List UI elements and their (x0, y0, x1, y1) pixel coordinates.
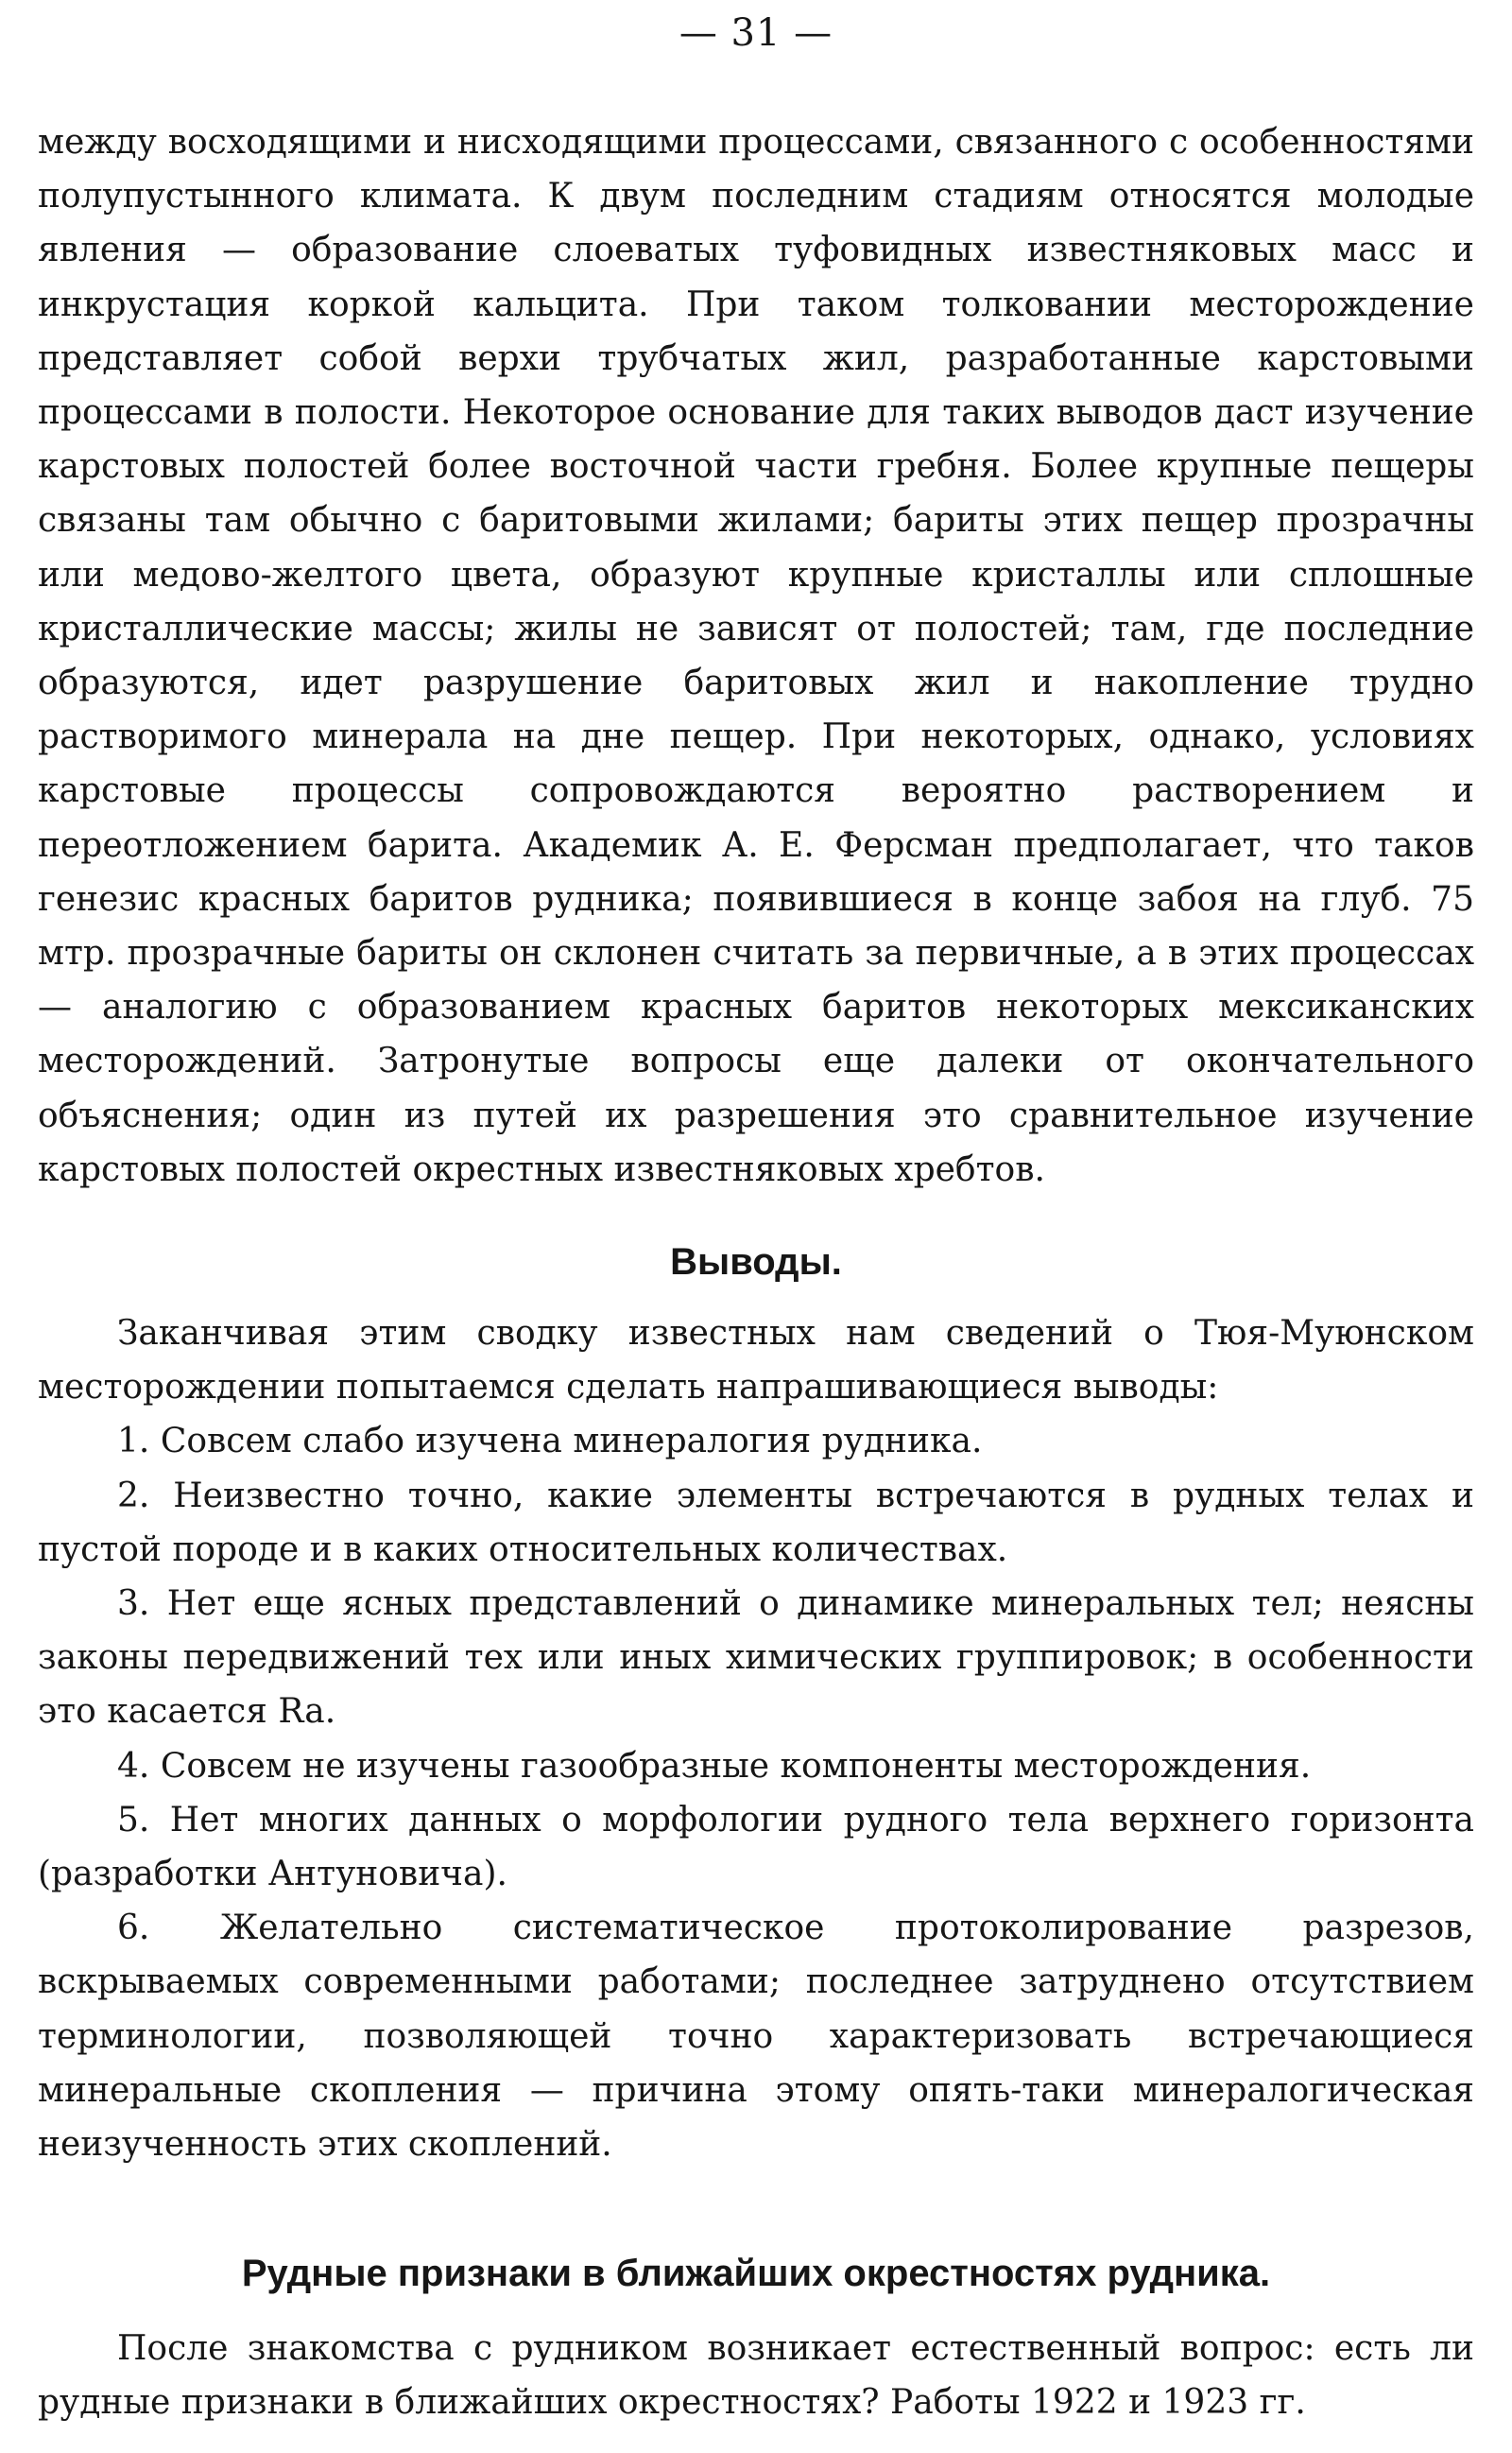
conclusion-item-number: 2. (117, 1476, 150, 1515)
conclusion-item-text: Совсем не изучены газообразные компоненты месторождения. (160, 1746, 1312, 1786)
section-heading-conclusions: Выводы. (670, 1241, 842, 1283)
conclusion-item-text: Желательно систематическое протоколирование разрезов, вскрываемых современными работами; последнее затруднено отсутствием терминологии, позволяющей точно характеризовать встречающиеся минеральные скопления — причина этому опять-таки минералогическая неизученность этих скоплений. (38, 1909, 1474, 2165)
conclusion-item-6 (38, 1901, 1474, 2171)
conclusion-item-text: Неизвестно точно, какие элементы встречаются в рудных телах и пустой породе и в каких относительных количествах. (38, 1476, 1474, 1569)
conclusion-item-number: 5. (117, 1800, 150, 1840)
conclusion-item-number: 4. (117, 1746, 150, 1786)
intro-paragraph: между восходящими и нисходящими процессами, связанного с особенностями полупустынного климата. К двум последним стадиям относятся молодые явления — образование слоеватых туфовидных известняковых масс и инкрустация коркой кальцита. При таком толковании месторождение представляет собой верхи трубчатых жил, разработанные карстовыми процессами в полости. Некоторое основание для таких выводов даст изучение карстовых полостей более восточной части гребня. Более крупные пещеры связаны там обычно с баритовыми жилами; бариты этих пещер прозрачны или медово-желтого цвета, образуют крупные кристаллы или сплошные кристаллические массы; жилы не зависят от полостей; там, где последние образуются, идет разрушение баритовых жил и накопление трудно растворимого минерала на дне пещер. При некоторых, однако, условиях карстовые процессы сопровождаются вероятно растворением и переотложением барита. Академик А. Е. Ферсман предполагает, что таков генезис красных баритов рудника; появившиеся в конце забоя на глуб. 75 мтр. прозрачные бариты он склонен считать за первичные, а в этих процессах — аналогию с образованием красных баритов некоторых мексиканских месторождений. Затронутые вопросы еще далеки от окончательного объяснения; один из путей их разрешения это сравнительное изучение карстовых полостей окрестных известняковых хребтов. (38, 123, 1474, 1189)
conclusions-block (38, 1306, 1474, 2171)
conclusion-item-text: Нет многих данных о морфологии рудного тела верхнего горизонта (разработки Антуновича). (38, 1800, 1475, 1894)
ore-signs-block (38, 2322, 1474, 2429)
conclusion-item-5 (38, 1793, 1474, 1901)
conclusion-item-text: Нет еще ясных представлений о динамике минеральных тел; неясны законы передвижений тех или иных химических группировок; в особенности это касается Ra. (38, 1584, 1474, 1732)
conclusion-item-1 (38, 1414, 1474, 1468)
conclusion-item-number: 6. (117, 1909, 150, 1948)
conclusion-item-number: 1. (117, 1422, 150, 1461)
ore-signs-paragraph: После знакомства с рудником возникает естественный вопрос: есть ли рудные признаки в ближайших окрестностях? Работы 1922 и 1923 гг. (38, 2329, 1474, 2423)
page-number: — 31 — (679, 11, 833, 55)
conclusion-item-3 (38, 1577, 1474, 1739)
conclusion-item-number: 3. (117, 1584, 150, 1624)
conclusion-item-4 (38, 1739, 1474, 1793)
intro-text-block (38, 115, 1474, 1197)
conclusions-lead-paragraph: Заканчивая этим сводку известных нам сведений о Тюя-Муюнском месторождении попытаемся сделать напрашивающиеся выводы: (38, 1314, 1474, 1408)
conclusion-item-text: Совсем слабо изучена минералогия рудника. (160, 1422, 983, 1461)
conclusion-item-2 (38, 1469, 1474, 1577)
section-heading-ore-signs: Рудные признаки в ближайших окрестностях рудника. (241, 2253, 1271, 2294)
